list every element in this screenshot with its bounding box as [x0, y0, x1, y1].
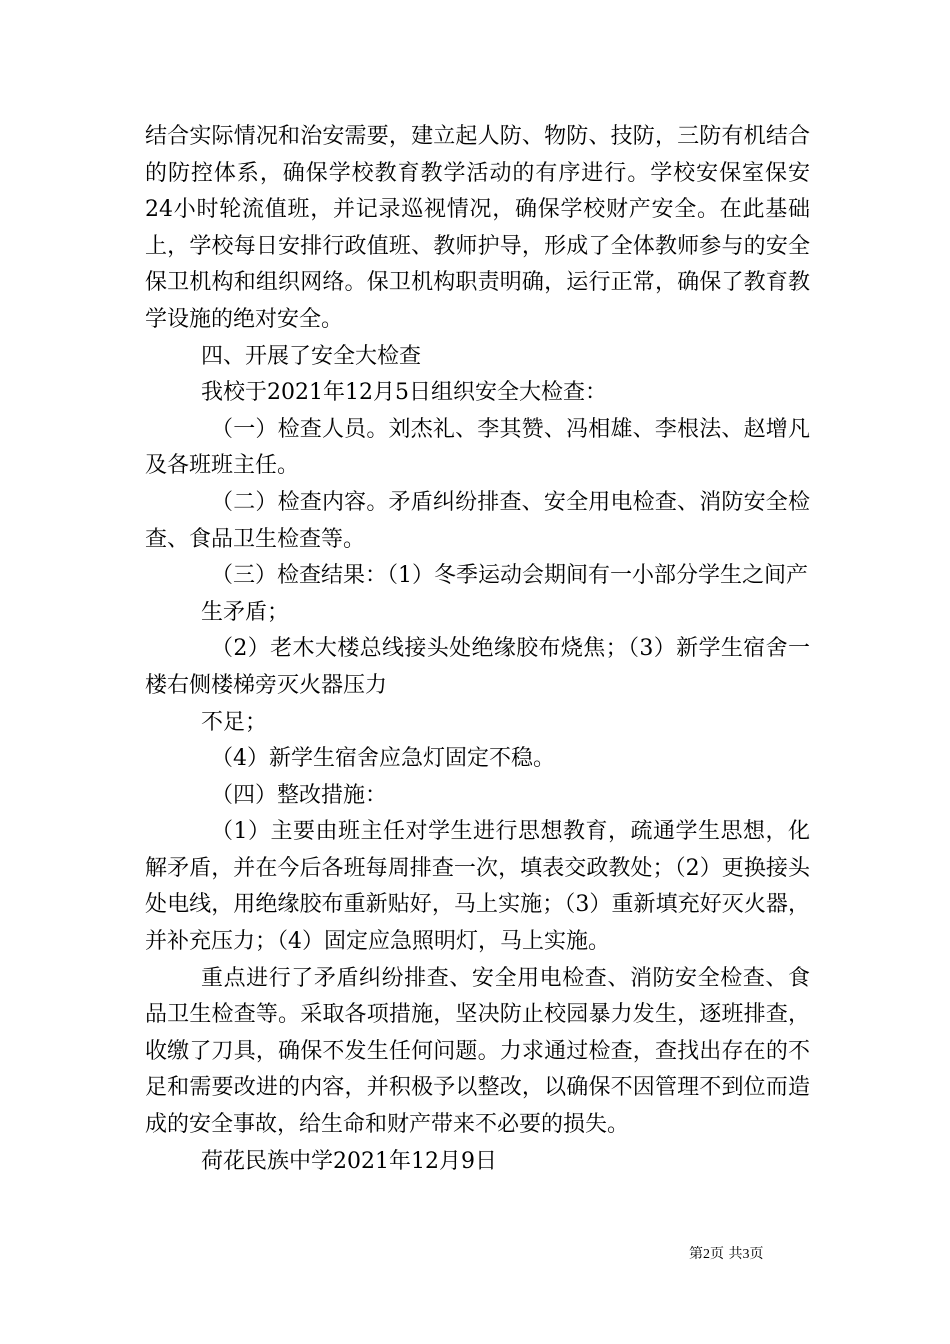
section-heading-inspection: 四、开展了安全大检查: [201, 343, 422, 369]
document-body: [145, 119, 810, 1180]
paragraph-inspection-content: （二）检查内容。矛盾纠纷排查、安全用电检查、消防安全检查、食品卫生检查等。: [145, 489, 810, 552]
paragraph-rectification-measures: （1）主要由班主任对学生进行思想教育，疏通学生思想，化解矛盾，并在今后各班每周排查一次，填表交政教处；（2）更换接头处电线，用绝缘胶布重新贴好，马上实施；（3）重新填充好灭火器，并补充压力；（4）固定应急照明灯，马上实施。: [145, 819, 810, 955]
signature-line: 荷花民族中学2021年12月9日: [201, 1148, 497, 1174]
paragraph-result-item-4: （4）新学生宿舍应急灯固定不稳。: [211, 746, 555, 772]
section-heading-rectification: （四）整改措施：: [211, 782, 388, 808]
paragraph-results-continued: 生矛盾；: [201, 599, 290, 625]
page-number-footer: [689, 1245, 763, 1264]
footer-prefix: 第: [689, 1246, 703, 1262]
footer-total-pages: 3: [742, 1247, 750, 1262]
paragraph-result-items: （2）老木大楼总线接头处绝缘胶布烧焦；（3）新学生宿舍一楼右侧楼梯旁灭火器压力: [145, 636, 810, 698]
footer-current-page: 2: [703, 1247, 710, 1262]
paragraph-inspectors: （一）检查人员。刘杰礼、李其赞、冯相雄、李根法、赵增凡及各班班主任。: [145, 416, 810, 479]
footer-suffix: 页: [749, 1246, 764, 1262]
paragraph-summary: 重点进行了矛盾纠纷排查、安全用电检查、消防安全检查、食品卫生检查等。采取各项措施，坚决防止校园暴力发生，逐班排查，收缴了刀具，确保不发生任何问题。力求通过检查，查找出存在的不足和需要改进的内容，并积极予以整改，以确保不因管理不到位而造成的安全事故，给生命和财产带来不必要的损失。: [145, 965, 810, 1138]
footer-middle: 页 共: [710, 1246, 743, 1262]
paragraph-result-items-continued: 不足；: [201, 709, 268, 735]
paragraph-inspection-results: （三）检查结果：（1）冬季运动会期间有一小部分学生之间产: [211, 563, 808, 589]
paragraph-security-system: 结合实际情况和治安需要，建立起人防、物防、技防，三防有机结合的防控体系，确保学校教育教学活动的有序进行。学校安保室保安24小时轮流值班，并记录巡视情况，确保学校财产安全。在此基础上，学校每日安排行政值班、教师护导，形成了全体教师参与的安全保卫机构和组织网络。保卫机构职责明确，运行正常，确保了教育教学设施的绝对安全。: [145, 124, 810, 332]
paragraph-inspection-date: 我校于2021年12月5日组织安全大检查：: [201, 380, 607, 406]
